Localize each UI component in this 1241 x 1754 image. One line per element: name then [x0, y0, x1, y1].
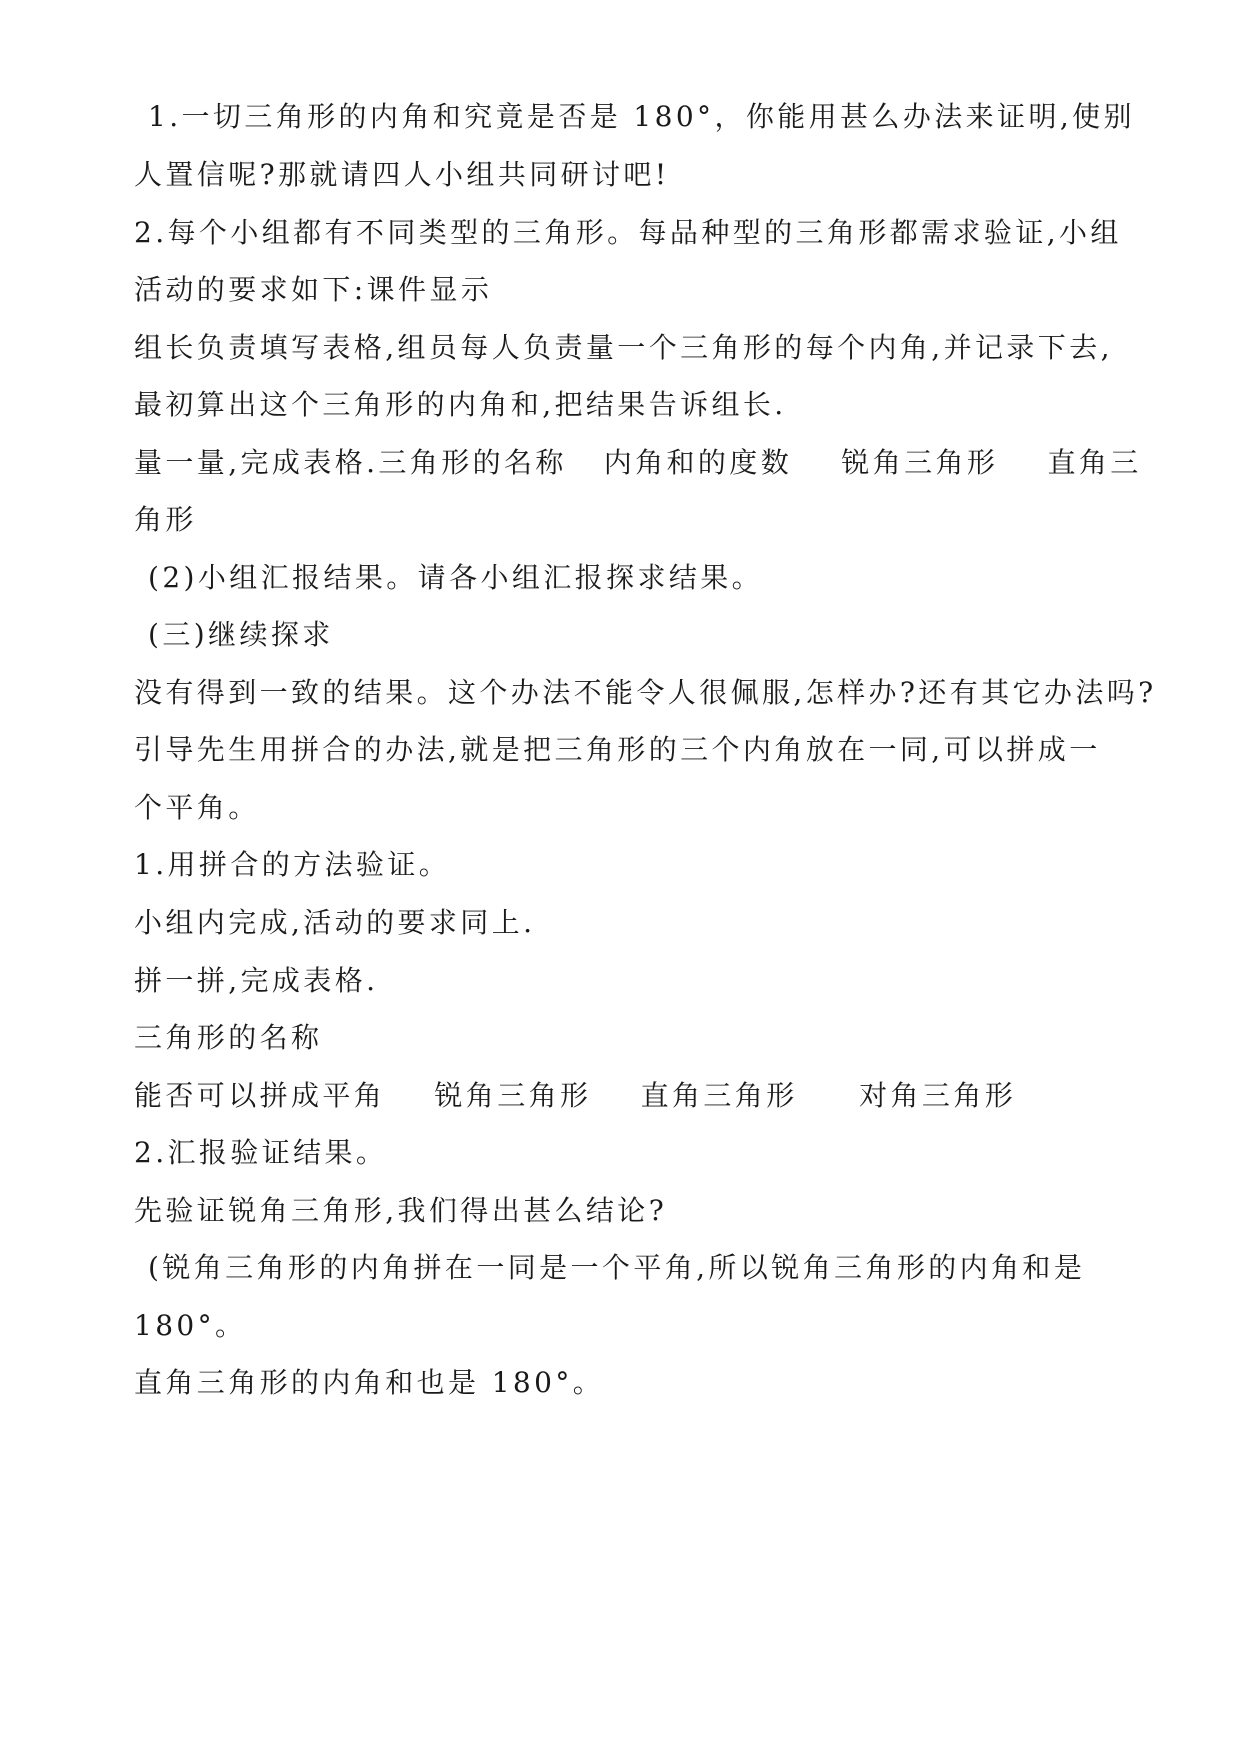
- text-line: 1.用拼合的方法验证。: [134, 848, 451, 881]
- text-line: (三)继续探求: [148, 618, 334, 651]
- text-line: 没有得到一致的结果。这个办法不能令人很佩服,怎样办?还有其它办法吗?: [134, 676, 1157, 709]
- text-line: 引导先生用拼合的办法,就是把三角形的三个内角放在一同,可以拼成一: [134, 733, 1101, 766]
- text-line: 2.每个小组都有不同类型的三角形。每品种型的三角形都需求验证,小组: [134, 216, 1122, 249]
- text-line: 量一量,完成表格.三角形的名称 内角和的度数 锐角三角形 直角三: [134, 446, 1142, 479]
- text-line: 2.汇报验证结果。: [134, 1136, 388, 1169]
- text-line: (2)小组汇报结果。请各小组汇报探求结果。: [148, 561, 764, 594]
- text-line: 活动的要求如下:课件显示: [134, 273, 493, 306]
- text-line: 个平角。: [134, 791, 260, 824]
- text-line: 1.一切三角形的内角和究竟是否是 180°，你能用甚么办法来证明,使别: [148, 100, 1135, 133]
- text-line: 直角三角形的内角和也是 180°。: [134, 1366, 605, 1399]
- text-line: 组长负责填写表格,组员每人负责量一个三角形的每个内角,并记录下去,: [134, 331, 1113, 364]
- text-line: 180°。: [134, 1309, 247, 1342]
- text-line: 角形: [134, 503, 197, 536]
- text-line: 小组内完成,活动的要求同上.: [134, 906, 536, 939]
- text-line: 三角形的名称: [134, 1021, 323, 1054]
- text-line: (锐角三角形的内角拼在一同是一个平角,所以锐角三角形的内角和是: [148, 1251, 1086, 1284]
- text-line: 最初算出这个三角形的内角和,把结果告诉组长.: [134, 388, 787, 421]
- text-line: 先验证锐角三角形,我们得出甚么结论?: [134, 1194, 668, 1227]
- text-line: 拼一拼,完成表格.: [134, 964, 379, 997]
- text-line: 人置信呢?那就请四人小组共同研讨吧!: [134, 158, 670, 191]
- text-line: 能否可以拼成平角 锐角三角形 直角三角形 对角三角形: [134, 1079, 1017, 1112]
